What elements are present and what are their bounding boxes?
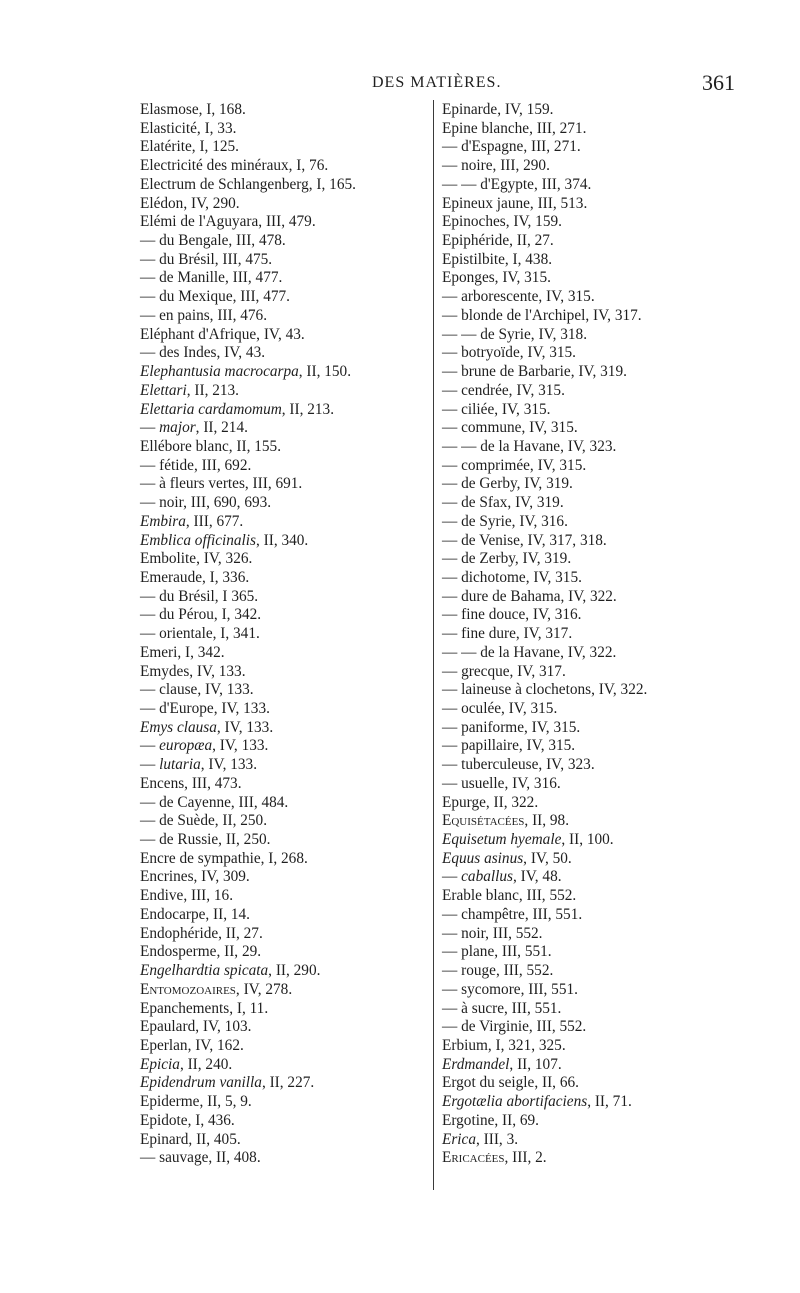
index-entry-text: — laineuse à clochetons, IV, 322. — [442, 681, 648, 699]
index-entry-text: — champêtre, III, 551. — [442, 905, 583, 923]
index-entry-text: — — [140, 419, 160, 437]
index-entry-text: — ciliée, IV, 315. — [442, 400, 551, 418]
index-entry — [442, 981, 742, 1000]
index-entry — [442, 719, 742, 738]
index-entry — [140, 532, 425, 551]
index-entry-text: Electrum de Schlangenberg, I, 165. — [140, 175, 356, 193]
index-entry-text: Ellébore blanc, II, 155. — [140, 437, 282, 455]
index-entry-text: — clause, IV, 133. — [140, 681, 254, 699]
index-entry — [140, 419, 425, 438]
index-entry-text: Endosperme, II, 29. — [140, 943, 262, 961]
index-entry — [140, 737, 425, 756]
index-entry — [442, 176, 742, 195]
index-entry — [140, 269, 425, 288]
index-entry-text: , II, 100. — [561, 831, 614, 849]
index-column-left — [140, 101, 425, 1168]
index-entry — [140, 625, 425, 644]
index-entry — [140, 363, 425, 382]
index-entry-text: — noir, III, 552. — [442, 924, 543, 942]
index-entry — [442, 1112, 742, 1131]
index-entry — [140, 812, 425, 831]
index-entry — [140, 981, 425, 1000]
index-entry-text: Epidote, I, 436. — [140, 1111, 235, 1129]
index-entry-text: — comprimée, IV, 315. — [442, 456, 587, 474]
index-entry — [442, 775, 742, 794]
index-entry — [140, 1056, 425, 1075]
index-entry-text: lutaria — [159, 756, 201, 774]
index-entry-text: Ergotine, II, 69. — [442, 1111, 540, 1129]
index-entry-text: Epanchements, I, 11. — [140, 999, 269, 1017]
index-entry-text: Eléphant d'Afrique, IV, 43. — [140, 325, 305, 343]
index-entry — [442, 494, 742, 513]
index-entry-text: Equus asinus — [442, 849, 524, 867]
column-divider — [433, 100, 434, 1190]
index-entry — [442, 569, 742, 588]
index-entry-text: — — de Syrie, IV, 318. — [442, 325, 588, 343]
index-entry-text: — de Suède, II, 250. — [140, 812, 268, 830]
index-entry-text: , II, 227. — [261, 1074, 315, 1092]
index-entry-text: — du Pérou, I, 342. — [140, 606, 262, 624]
index-entry-text: , II, 98. — [524, 812, 570, 830]
index-entry-text: , II, 290. — [268, 962, 321, 980]
index-entry — [442, 737, 742, 756]
index-entry-text: — — [140, 737, 160, 755]
index-entry-text: , III, 677. — [185, 512, 244, 530]
index-entry — [442, 307, 742, 326]
index-entry — [140, 1074, 425, 1093]
index-entry — [442, 925, 742, 944]
index-entry-text: , III, 3. — [476, 1130, 519, 1148]
index-entry-text: Erica — [442, 1130, 476, 1148]
index-entry — [140, 831, 425, 850]
index-entry-text: Engelhardtia spicata — [140, 962, 269, 980]
index-entry — [140, 1112, 425, 1131]
index-entry — [442, 1131, 742, 1150]
index-entry — [442, 269, 742, 288]
index-entry-text: — plane, III, 551. — [442, 943, 552, 961]
index-entry — [140, 288, 425, 307]
index-entry — [442, 438, 742, 457]
index-entry-text: — du Bengale, III, 478. — [140, 232, 286, 250]
index-entry — [140, 681, 425, 700]
index-entry-text: Elatérite, I, 125. — [140, 138, 239, 156]
index-entry-text: , II, 150. — [298, 363, 352, 381]
index-entry-text: , III, 2. — [504, 1149, 547, 1167]
index-entry-text: Elasticité, I, 33. — [140, 119, 237, 137]
index-entry-text: — paniforme, IV, 315. — [442, 718, 581, 736]
index-entry — [140, 195, 425, 214]
index-entry-text: — orientale, I, 341. — [140, 625, 260, 643]
index-entry — [140, 438, 425, 457]
index-entry-text: Epinoches, IV, 159. — [442, 213, 562, 231]
index-entry — [140, 1037, 425, 1056]
index-entry-text: Epinarde, IV, 159. — [442, 101, 554, 118]
index-entry — [442, 943, 742, 962]
index-entry-text: — — d'Egypte, III, 374. — [442, 175, 592, 193]
index-entry — [140, 382, 425, 401]
index-entry — [140, 775, 425, 794]
index-entry-text: , II, 240. — [179, 1055, 233, 1073]
index-entry — [442, 288, 742, 307]
index-entry-text: Emeraude, I, 336. — [140, 568, 250, 586]
index-entry — [442, 344, 742, 363]
index-entry-text: — d'Espagne, III, 271. — [442, 138, 581, 156]
index-entry-text: — en pains, III, 476. — [140, 306, 268, 324]
index-entry — [140, 550, 425, 569]
index-entry-text: Epaulard, IV, 103. — [140, 1018, 252, 1036]
index-entry — [442, 363, 742, 382]
index-entry-text: Endive, III, 16. — [140, 887, 234, 905]
index-entry-text: — rouge, III, 552. — [442, 962, 554, 980]
index-entry-text: Eperlan, IV, 162. — [140, 1036, 244, 1054]
index-entry — [140, 569, 425, 588]
index-entry-text: Epicia — [140, 1055, 180, 1073]
index-entry — [442, 326, 742, 345]
index-entry-text: — — de la Havane, IV, 323. — [442, 437, 617, 455]
index-entry-text: — usuelle, IV, 316. — [442, 774, 561, 792]
index-entry-text: — blonde de l'Archipel, IV, 317. — [442, 306, 642, 324]
index-entry — [442, 1149, 742, 1168]
index-entry — [442, 794, 742, 813]
index-entry — [140, 588, 425, 607]
index-entry — [442, 756, 742, 775]
index-entry — [442, 812, 742, 831]
index-entry — [442, 532, 742, 551]
index-entry-text: caballus — [461, 868, 513, 886]
index-entry-text: Emys clausa — [140, 718, 217, 736]
index-entry — [140, 176, 425, 195]
index-entry-text: — de Zerby, IV, 319. — [442, 550, 572, 568]
index-entry — [442, 663, 742, 682]
index-entry-text: — botryoïde, IV, 315. — [442, 344, 576, 362]
index-entry — [140, 101, 425, 120]
index-entry-text: Epiphéride, II, 27. — [442, 232, 554, 250]
index-entry-text: Epidendrum vanilla — [140, 1074, 262, 1092]
index-entry-text: Epistilbite, I, 438. — [442, 250, 553, 268]
index-entry — [442, 1000, 742, 1019]
index-entry-text: Erdmandel — [442, 1055, 510, 1073]
index-entry-text: major — [159, 419, 196, 437]
index-entry-text: Epinard, II, 405. — [140, 1130, 241, 1148]
index-entry — [140, 326, 425, 345]
index-entry — [140, 719, 425, 738]
index-entry — [442, 138, 742, 157]
index-entry — [140, 1018, 425, 1037]
index-entry-text: — à fleurs vertes, III, 691. — [140, 475, 303, 493]
index-entry-text: , II, 213. — [281, 400, 335, 418]
index-entry — [140, 868, 425, 887]
index-entry — [140, 401, 425, 420]
index-entry-text: Embira — [140, 512, 186, 530]
index-entry — [140, 307, 425, 326]
index-entry-text: Elasmose, I, 168. — [140, 101, 246, 118]
index-entry — [442, 232, 742, 251]
index-entry-text: — à sucre, III, 551. — [442, 999, 562, 1017]
index-entry — [140, 513, 425, 532]
index-entry — [442, 101, 742, 120]
index-entry-text: Elédon, IV, 290. — [140, 194, 240, 212]
index-entry — [140, 1149, 425, 1168]
index-entry-text: — dure de Bahama, IV, 322. — [442, 587, 617, 605]
index-entry — [140, 157, 425, 176]
index-entry-text: — du Mexique, III, 477. — [140, 288, 290, 306]
index-entry — [140, 850, 425, 869]
index-entry-text: — commune, IV, 315. — [442, 419, 578, 437]
index-entry — [442, 251, 742, 270]
index-entry — [140, 494, 425, 513]
index-entry — [140, 906, 425, 925]
index-entry-text: , IV, 133. — [212, 737, 269, 755]
index-entry-text: , IV, 278. — [235, 980, 293, 998]
index-entry-text: — grecque, IV, 317. — [442, 662, 566, 680]
index-entry-text: — — de la Havane, IV, 322. — [442, 643, 617, 661]
index-entry-text: Epurge, II, 322. — [442, 793, 539, 811]
index-entry-text: Erable blanc, III, 552. — [442, 887, 577, 905]
index-entry — [140, 232, 425, 251]
running-header — [0, 70, 800, 100]
index-entry — [140, 344, 425, 363]
index-entry — [140, 606, 425, 625]
index-entry-text: — de Cayenne, III, 484. — [140, 793, 289, 811]
index-entry-text: — fine dure, IV, 317. — [442, 625, 573, 643]
index-entry — [442, 1074, 742, 1093]
index-entry-text: Embolite, IV, 326. — [140, 550, 253, 568]
index-entry-text: Emeri, I, 342. — [140, 643, 225, 661]
index-entry — [140, 644, 425, 663]
index-entry-text: — cendrée, IV, 315. — [442, 381, 565, 399]
index-entry-text: , IV, 50. — [523, 849, 572, 867]
index-entry-text: — dichotome, IV, 315. — [442, 568, 582, 586]
index-entry-text: — du Brésil, III, 475. — [140, 250, 273, 268]
index-entry-text: Epine blanche, III, 271. — [442, 119, 587, 137]
index-entry — [140, 663, 425, 682]
index-entry — [442, 681, 742, 700]
index-entry — [442, 1018, 742, 1037]
index-entry — [442, 588, 742, 607]
index-entry — [140, 138, 425, 157]
index-entry-text: Equisétacées — [442, 812, 525, 830]
index-entry — [442, 868, 742, 887]
index-entry — [140, 962, 425, 981]
index-entry-text: Entomozoaires — [140, 980, 236, 998]
index-entry — [140, 700, 425, 719]
index-entry-text: Eponges, IV, 315. — [442, 269, 551, 287]
index-entry-text: , II, 71. — [587, 1093, 632, 1111]
index-entry-text: Epiderme, II, 5, 9. — [140, 1093, 252, 1111]
index-entry-text: — fine douce, IV, 316. — [442, 606, 582, 624]
index-entry-text: Equisetum hyemale — [442, 831, 562, 849]
index-entry-text: Electricité des minéraux, I, 76. — [140, 157, 329, 175]
index-entry-text: — noir, III, 690, 693. — [140, 494, 272, 512]
index-entry — [140, 475, 425, 494]
index-entry-text: — de Sfax, IV, 319. — [442, 494, 564, 512]
index-entry-text: , II, 107. — [509, 1055, 562, 1073]
index-entry — [442, 831, 742, 850]
index-entry — [442, 606, 742, 625]
index-entry — [442, 457, 742, 476]
index-entry-text: Ergotælia abortifaciens — [442, 1093, 588, 1111]
index-entry — [442, 850, 742, 869]
index-entry-text: Epineux jaune, III, 513. — [442, 194, 588, 212]
index-entry-text: Erbium, I, 321, 325. — [442, 1036, 566, 1054]
index-entry — [140, 120, 425, 139]
index-entry-text: — de Virginie, III, 552. — [442, 1018, 587, 1036]
index-entry — [140, 1093, 425, 1112]
index-entry-text: Elettaria cardamomum — [140, 400, 282, 418]
index-entry-text: — noire, III, 290. — [442, 157, 550, 175]
index-entry-text: — sauvage, II, 408. — [140, 1149, 261, 1167]
index-entry — [442, 887, 742, 906]
index-entry-text: Endocarpe, II, 14. — [140, 905, 251, 923]
index-entry-text: — papillaire, IV, 315. — [442, 737, 576, 755]
index-entry — [140, 457, 425, 476]
page-number: 361 — [702, 70, 735, 95]
index-entry — [442, 157, 742, 176]
index-entry-text: , IV, 48. — [512, 868, 562, 886]
index-entry — [140, 887, 425, 906]
index-entry — [442, 1056, 742, 1075]
index-entry-text: — fétide, III, 692. — [140, 456, 252, 474]
index-column-right — [442, 101, 742, 1168]
index-entry-text: , IV, 133. — [216, 718, 274, 736]
index-entry-text: — de Syrie, IV, 316. — [442, 512, 568, 530]
index-entry-text: — — [140, 756, 160, 774]
index-entry-text: — du Brésil, I 365. — [140, 587, 259, 605]
index-entry-text: , IV, 133. — [200, 756, 258, 774]
index-entry — [140, 251, 425, 270]
index-entry-text: europæa — [159, 737, 213, 755]
index-entry — [140, 943, 425, 962]
index-entry — [442, 213, 742, 232]
index-entry-text: Elémi de l'Aguyara, III, 479. — [140, 213, 316, 231]
index-entry — [442, 1093, 742, 1112]
index-entry-text: Emblica officinalis — [140, 531, 256, 549]
index-entry-text: Ericacées — [442, 1149, 505, 1167]
index-entry-text: — tuberculeuse, IV, 323. — [442, 756, 595, 774]
index-entry-text: — d'Europe, IV, 133. — [140, 700, 270, 717]
index-entry-text: Elettari — [140, 381, 187, 399]
index-entry — [442, 513, 742, 532]
index-entry — [140, 1131, 425, 1150]
running-title: DES MATIÈRES. — [372, 74, 502, 91]
index-entry — [442, 419, 742, 438]
index-entry — [442, 195, 742, 214]
index-entry-text: , II, 214. — [195, 419, 248, 437]
index-entry-text: — de Russie, II, 250. — [140, 831, 271, 849]
index-entry — [442, 700, 742, 719]
index-entry-text: Ergot du seigle, II, 66. — [442, 1074, 579, 1092]
index-entry — [442, 120, 742, 139]
index-entry-text: Emydes, IV, 133. — [140, 662, 246, 680]
index-entry-text: — oculée, IV, 315. — [442, 700, 558, 717]
index-entry — [140, 925, 425, 944]
index-entry-text: Elephantusia macrocarpa — [140, 363, 299, 381]
index-entry-text: Encrines, IV, 309. — [140, 868, 250, 886]
index-entry-text: — des Indes, IV, 43. — [140, 344, 266, 362]
index-entry — [140, 1000, 425, 1019]
index-entry — [140, 756, 425, 775]
index-entry-text: — de Venise, IV, 317, 318. — [442, 531, 607, 549]
index-entry-text: — brune de Barbarie, IV, 319. — [442, 363, 627, 381]
index-entry — [442, 382, 742, 401]
index-entry-text: — de Gerby, IV, 319. — [442, 475, 573, 493]
index-entry-text: Encre de sympathie, I, 268. — [140, 849, 308, 867]
index-entry — [442, 401, 742, 420]
index-entry-text: — sycomore, III, 551. — [442, 980, 578, 998]
index-entry — [442, 550, 742, 569]
index-entry — [442, 625, 742, 644]
index-entry-text: — — [442, 868, 462, 886]
index-entry — [442, 644, 742, 663]
index-entry — [442, 906, 742, 925]
index-entry-text: — de Manille, III, 477. — [140, 269, 283, 287]
index-entry-text: — arborescente, IV, 315. — [442, 288, 595, 306]
index-entry — [442, 475, 742, 494]
index-entry-text: , II, 340. — [256, 531, 309, 549]
index-entry — [442, 962, 742, 981]
index-entry-text: Encens, III, 473. — [140, 774, 242, 792]
index-entry-text: Endophéride, II, 27. — [140, 924, 263, 942]
index-entry — [442, 1037, 742, 1056]
index-entry-text: , II, 213. — [186, 381, 240, 399]
index-entry — [140, 794, 425, 813]
index-entry — [140, 213, 425, 232]
